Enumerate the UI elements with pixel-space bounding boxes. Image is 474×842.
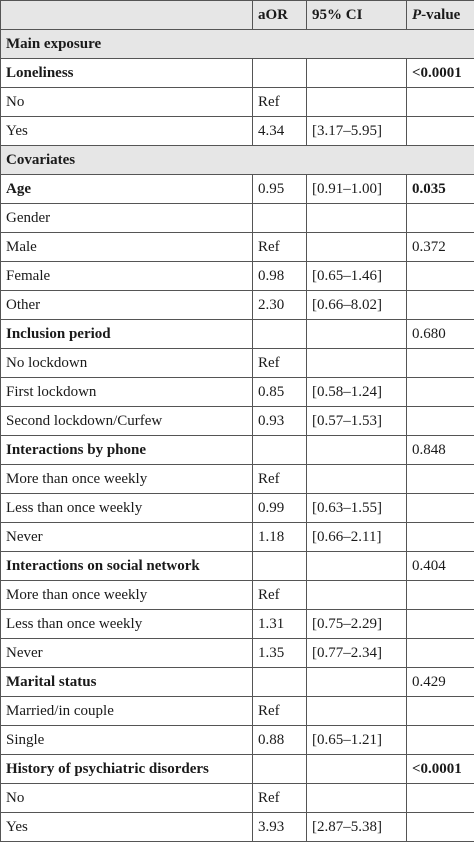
level-label: More than once weekly <box>1 465 253 494</box>
variable-row <box>1 436 474 465</box>
aor-cell <box>253 204 307 233</box>
ci-cell <box>307 349 407 378</box>
level-label: No <box>1 88 253 117</box>
p-value-cell <box>407 581 474 610</box>
variable-row <box>1 175 474 204</box>
aor-cell: 1.35 <box>253 639 307 668</box>
p-value-cell <box>407 291 474 320</box>
variable-row <box>1 320 474 349</box>
level-row <box>1 581 474 610</box>
aor-cell: Ref <box>253 88 307 117</box>
ci-cell: [0.65–1.46] <box>307 262 407 291</box>
variable-label: Marital status <box>1 668 253 697</box>
p-value-cell <box>407 88 474 117</box>
level-label: Never <box>1 639 253 668</box>
aor-cell <box>253 436 307 465</box>
section-label: Covariates <box>1 146 474 175</box>
ci-cell <box>307 668 407 697</box>
p-value-cell <box>407 697 474 726</box>
p-value-cell: <0.0001 <box>407 59 474 88</box>
variable-label: Interactions by phone <box>1 436 253 465</box>
ci-cell <box>307 784 407 813</box>
level-label: No <box>1 784 253 813</box>
level-row <box>1 610 474 639</box>
ci-cell <box>307 552 407 581</box>
level-row <box>1 349 474 378</box>
level-label: Less than once weekly <box>1 494 253 523</box>
p-value-cell <box>407 262 474 291</box>
p-value-cell <box>407 813 474 842</box>
ci-cell <box>307 581 407 610</box>
level-label: Never <box>1 523 253 552</box>
level-row <box>1 291 474 320</box>
section-header-row <box>1 146 474 175</box>
level-row <box>1 465 474 494</box>
variable-row <box>1 204 474 233</box>
level-label: More than once weekly <box>1 581 253 610</box>
p-value-cell <box>407 784 474 813</box>
ci-cell <box>307 436 407 465</box>
aor-cell: 1.18 <box>253 523 307 552</box>
section-label: Main exposure <box>1 30 474 59</box>
section-header-row <box>1 30 474 59</box>
ci-cell <box>307 88 407 117</box>
aor-cell <box>253 552 307 581</box>
aor-cell: Ref <box>253 349 307 378</box>
variable-label: Inclusion period <box>1 320 253 349</box>
level-row <box>1 407 474 436</box>
header-p-value <box>407 1 474 30</box>
level-label: Yes <box>1 813 253 842</box>
ci-cell: [0.75–2.29] <box>307 610 407 639</box>
level-label: Male <box>1 233 253 262</box>
ci-cell <box>307 204 407 233</box>
level-row <box>1 784 474 813</box>
level-label: Yes <box>1 117 253 146</box>
level-label: Single <box>1 726 253 755</box>
level-row <box>1 88 474 117</box>
p-value-cell <box>407 523 474 552</box>
p-value-cell: 0.429 <box>407 668 474 697</box>
ci-cell: [0.77–2.34] <box>307 639 407 668</box>
p-value-cell: 0.372 <box>407 233 474 262</box>
variable-label: Loneliness <box>1 59 253 88</box>
level-label: No lockdown <box>1 349 253 378</box>
table-body <box>1 30 474 842</box>
ci-cell: [2.87–5.38] <box>307 813 407 842</box>
aor-cell: 0.88 <box>253 726 307 755</box>
aor-cell: 3.93 <box>253 813 307 842</box>
p-value-cell <box>407 117 474 146</box>
level-label: Female <box>1 262 253 291</box>
level-label: Second lockdown/Curfew <box>1 407 253 436</box>
p-value-cell <box>407 407 474 436</box>
variable-label: Gender <box>1 204 253 233</box>
level-row <box>1 813 474 842</box>
ci-cell: [0.58–1.24] <box>307 378 407 407</box>
p-value-cell: 0.035 <box>407 175 474 204</box>
header-p-rest: -value <box>421 7 460 23</box>
level-row <box>1 233 474 262</box>
level-label: First lockdown <box>1 378 253 407</box>
aor-cell: Ref <box>253 697 307 726</box>
ci-cell: [0.66–2.11] <box>307 523 407 552</box>
aor-cell <box>253 320 307 349</box>
ci-cell: [3.17–5.95] <box>307 117 407 146</box>
p-value-cell <box>407 639 474 668</box>
variable-label: History of psychiatric disorders <box>1 755 253 784</box>
variable-row <box>1 552 474 581</box>
level-label: Other <box>1 291 253 320</box>
header-empty-cell <box>1 1 253 30</box>
aor-cell: Ref <box>253 581 307 610</box>
level-row <box>1 639 474 668</box>
p-value-cell <box>407 726 474 755</box>
ci-cell: [0.63–1.55] <box>307 494 407 523</box>
aor-cell: 0.93 <box>253 407 307 436</box>
variable-row <box>1 59 474 88</box>
p-value-cell <box>407 204 474 233</box>
p-value-cell <box>407 378 474 407</box>
p-value-cell <box>407 494 474 523</box>
p-value-cell <box>407 465 474 494</box>
aor-cell: 1.31 <box>253 610 307 639</box>
p-value-cell: <0.0001 <box>407 755 474 784</box>
level-row <box>1 726 474 755</box>
level-row <box>1 697 474 726</box>
aor-cell <box>253 59 307 88</box>
level-row <box>1 494 474 523</box>
header-ci: 95% CI <box>307 1 407 30</box>
aor-cell: 0.99 <box>253 494 307 523</box>
level-row <box>1 378 474 407</box>
variable-row <box>1 668 474 697</box>
level-label: Less than once weekly <box>1 610 253 639</box>
p-value-cell: 0.848 <box>407 436 474 465</box>
aor-cell: 0.95 <box>253 175 307 204</box>
aor-cell: 0.98 <box>253 262 307 291</box>
aor-cell: Ref <box>253 465 307 494</box>
header-p-italic: P <box>412 7 421 23</box>
ci-cell <box>307 697 407 726</box>
ci-cell <box>307 465 407 494</box>
ci-cell <box>307 755 407 784</box>
ci-cell <box>307 59 407 88</box>
header-aor: aOR <box>253 1 307 30</box>
aor-cell <box>253 755 307 784</box>
ci-cell: [0.65–1.21] <box>307 726 407 755</box>
p-value-cell <box>407 610 474 639</box>
variable-row <box>1 755 474 784</box>
ci-cell: [0.57–1.53] <box>307 407 407 436</box>
variable-label: Age <box>1 175 253 204</box>
ci-cell: [0.91–1.00] <box>307 175 407 204</box>
p-value-cell: 0.404 <box>407 552 474 581</box>
aor-cell <box>253 668 307 697</box>
level-row <box>1 262 474 291</box>
p-value-cell: 0.680 <box>407 320 474 349</box>
aor-cell: 4.34 <box>253 117 307 146</box>
ci-cell <box>307 233 407 262</box>
ci-cell: [0.66–8.02] <box>307 291 407 320</box>
aor-cell: 2.30 <box>253 291 307 320</box>
header-row <box>1 1 474 30</box>
aor-cell: Ref <box>253 233 307 262</box>
aor-cell: 0.85 <box>253 378 307 407</box>
variable-label: Interactions on social network <box>1 552 253 581</box>
level-row <box>1 117 474 146</box>
p-value-cell <box>407 349 474 378</box>
aor-cell: Ref <box>253 784 307 813</box>
level-row <box>1 523 474 552</box>
ci-cell <box>307 320 407 349</box>
level-label: Married/in couple <box>1 697 253 726</box>
